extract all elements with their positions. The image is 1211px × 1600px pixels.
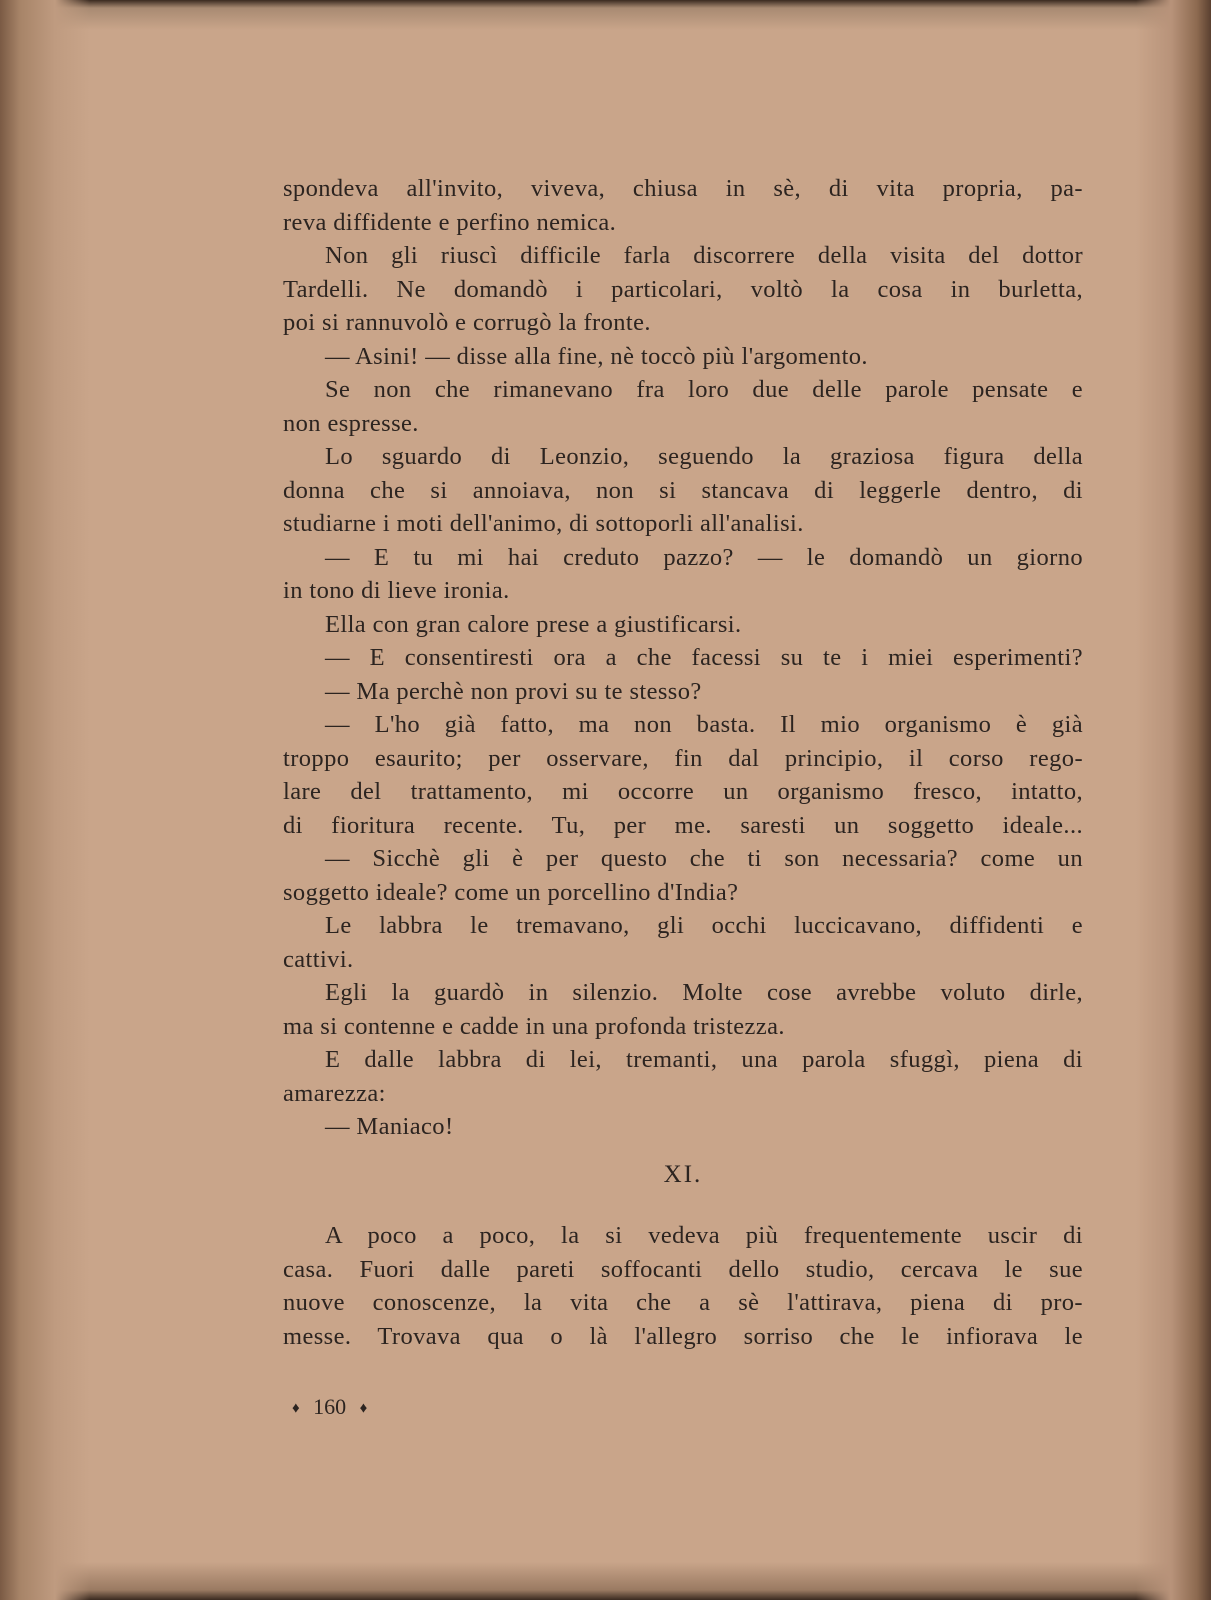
text-block-after-heading [283, 1219, 1083, 1353]
text-line: nuove conoscenze, la vita che a sè l'attirava, piena di pro- [283, 1289, 1083, 1316]
text-line: — Sicchè gli è per questo che ti son necessaria? come un [325, 845, 1083, 872]
text-line: lare del trattamento, mi occorre un organismo fresco, intatto, [283, 778, 1083, 805]
text-line: — E consentiresti ora a che facessi su te i miei esperimenti? [325, 644, 1083, 671]
text-line: reva diffidente e perfino nemica. [283, 208, 617, 236]
text-line: messe. Trovava qua o là l'allegro sorriso che le infiorava le [283, 1322, 1083, 1350]
text-line: in tono di lieve ironia. [283, 577, 510, 604]
text-line: cattivi. [283, 945, 354, 973]
text-line: poi si rannuvolò e corrugò la fronte. [283, 309, 651, 336]
text-line: non espresse. [283, 409, 419, 437]
chapter-heading: XI. [663, 1160, 703, 1188]
ornament-diamond-right: ♦ [359, 1400, 368, 1417]
text-line: Lo sguardo di Leonzio, seguendo la graziosa figura della [325, 443, 1083, 470]
page-footer [292, 1394, 367, 1420]
text-line: ma si contenne e cadde in una profonda tristezza. [283, 1012, 785, 1040]
text-line: spondeva all'invito, viveva, chiusa in sè, di vita propria, pa- [283, 175, 1083, 202]
text-line: Le labbra le tremavano, gli occhi luccicavano, diffidenti e [325, 912, 1083, 939]
text-line: — Ma perchè non provi su te stesso? [325, 677, 702, 705]
text-line: donna che si annoiava, non si stancava di leggerle dentro, di [283, 476, 1083, 504]
text-line: Egli la guardò in silenzio. Molte cose avrebbe voluto dirle, [325, 979, 1083, 1006]
text-line: — Maniaco! [325, 1113, 454, 1140]
text-line: Non gli riuscì difficile farla discorrere della visita del dottor [325, 242, 1083, 269]
text-line: — L'ho già fatto, ma non basta. Il mio organismo è già [325, 711, 1083, 738]
text-block-before-heading [283, 172, 1083, 1144]
text-line: — E tu mi hai creduto pazzo? — le domandò un giorno [325, 543, 1083, 571]
page-body [283, 172, 1083, 1353]
text-line: Se non che rimanevano fra loro due delle parole pensate e [325, 376, 1083, 403]
text-line: — Asini! — disse alla fine, nè toccò più l'argomento. [325, 342, 868, 370]
text-line: Tardelli. Ne domandò i particolari, voltò la cosa in burletta, [283, 275, 1083, 303]
ornament-diamond-left: ♦ [292, 1400, 300, 1417]
text-line: di fioritura recente. Tu, per me. saresti un soggetto ideale... [283, 811, 1083, 839]
text-line: A poco a poco, la si vedeva più frequentemente uscir di [325, 1222, 1083, 1249]
page-number: 160 [313, 1394, 347, 1419]
text-line: casa. Fuori dalle pareti soffocanti dello studio, cercava le sue [283, 1255, 1083, 1283]
text-line: soggetto ideale? come un porcellino d'India? [283, 878, 739, 906]
text-line: E dalle labbra di lei, tremanti, una parola sfuggì, piena di [325, 1046, 1083, 1073]
text-line: Ella con gran calore prese a giustificarsi. [325, 610, 742, 638]
text-line: studiarne i moti dell'animo, di sottoporli all'analisi. [283, 510, 804, 537]
text-line: amarezza: [283, 1079, 386, 1107]
text-line: troppo esaurito; per osservare, fin dal principio, il corso rego- [283, 744, 1083, 772]
